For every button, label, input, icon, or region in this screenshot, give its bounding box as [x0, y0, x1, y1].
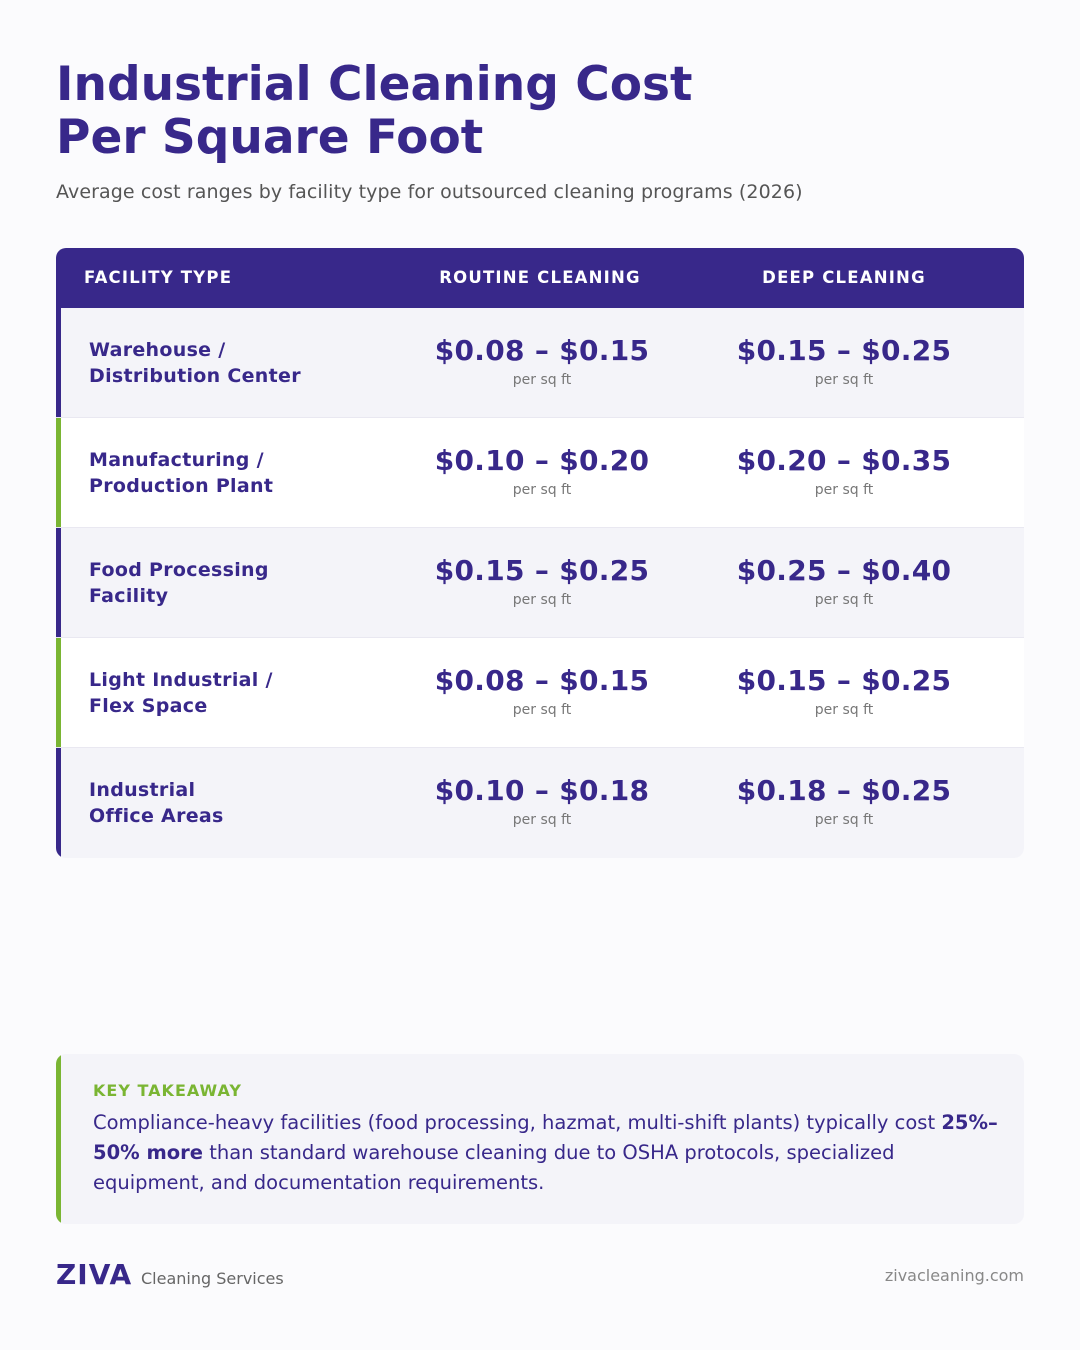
- deep-cell: [692, 774, 996, 828]
- deep-cell: [692, 554, 996, 608]
- routine-cell: [390, 664, 694, 718]
- callout-accent-bar: [56, 1054, 61, 1224]
- deep-unit: per sq ft: [814, 592, 874, 608]
- row-accent-bar: [56, 308, 61, 417]
- deep-unit: per sq ft: [814, 702, 874, 718]
- routine-unit: per sq ft: [512, 702, 572, 718]
- routine-cell: [390, 444, 694, 498]
- table-row: [56, 528, 1024, 638]
- table-row: [56, 308, 1024, 418]
- facility-type: Light Industrial / Flex Space: [89, 669, 273, 717]
- deep-unit: per sq ft: [814, 482, 874, 498]
- routine-unit: per sq ft: [512, 812, 572, 828]
- deep-cell: [692, 334, 996, 388]
- facility-type: Warehouse / Distribution Center: [89, 339, 301, 387]
- deep-unit: per sq ft: [814, 372, 874, 388]
- routine-cell: [390, 774, 694, 828]
- facility-type: Industrial Office Areas: [89, 779, 224, 827]
- table-row: [56, 748, 1024, 858]
- column-header-deep-cleaning: DEEP CLEANING: [762, 268, 926, 287]
- routine-price: $0.08 – $0.15: [434, 334, 650, 367]
- deep-cell: [692, 664, 996, 718]
- deep-price: $0.15 – $0.25: [736, 334, 952, 367]
- routine-unit: per sq ft: [512, 592, 572, 608]
- page-subtitle: Average cost ranges by facility type for outsourced cleaning programs (2026): [56, 181, 803, 203]
- deep-unit: per sq ft: [814, 812, 874, 828]
- routine-cell: [390, 334, 694, 388]
- table-row: [56, 638, 1024, 748]
- routine-unit: per sq ft: [512, 482, 572, 498]
- column-header-routine-cleaning: ROUTINE CLEANING: [439, 268, 641, 287]
- deep-price: $0.20 – $0.35: [736, 444, 952, 477]
- column-header-facility-type: FACILITY TYPE: [84, 268, 233, 287]
- key-takeaway-label: KEY TAKEAWAY: [93, 1081, 242, 1100]
- row-accent-bar: [56, 638, 61, 747]
- row-accent-bar: [56, 748, 61, 858]
- brand-tagline: Cleaning Services: [141, 1269, 284, 1288]
- takeaway-text-end: than standard warehouse cleaning due to OSHA protocols, specialized equipment, and documentation requirements.: [93, 1141, 895, 1194]
- deep-price: $0.25 – $0.40: [736, 554, 952, 587]
- takeaway-text-start: Compliance-heavy facilities (food processing, hazmat, multi-shift plants) typically cost: [93, 1111, 942, 1134]
- table-header: [56, 248, 1024, 308]
- table-row: [56, 418, 1024, 528]
- brand-logo: ZIVA: [56, 1258, 133, 1291]
- deep-price: $0.15 – $0.25: [736, 664, 952, 697]
- row-accent-bar: [56, 528, 61, 637]
- routine-price: $0.10 – $0.18: [434, 774, 650, 807]
- key-takeaway-text: [93, 1108, 1003, 1198]
- routine-price: $0.08 – $0.15: [434, 664, 650, 697]
- routine-unit: per sq ft: [512, 372, 572, 388]
- deep-cell: [692, 444, 996, 498]
- key-takeaway-callout: [56, 1054, 1024, 1224]
- website-url: zivacleaning.com: [884, 1266, 1024, 1285]
- facility-type: Food Processing Facility: [89, 559, 269, 607]
- routine-cell: [390, 554, 694, 608]
- deep-price: $0.18 – $0.25: [736, 774, 952, 807]
- routine-price: $0.15 – $0.25: [434, 554, 650, 587]
- page-title: Industrial Cleaning Cost Per Square Foot: [56, 57, 693, 165]
- takeaway-highlight: 25%–50% more: [93, 1111, 998, 1164]
- cost-table: [56, 248, 1024, 858]
- routine-price: $0.10 – $0.20: [434, 444, 650, 477]
- facility-type: Manufacturing / Production Plant: [89, 449, 274, 497]
- row-accent-bar: [56, 418, 61, 527]
